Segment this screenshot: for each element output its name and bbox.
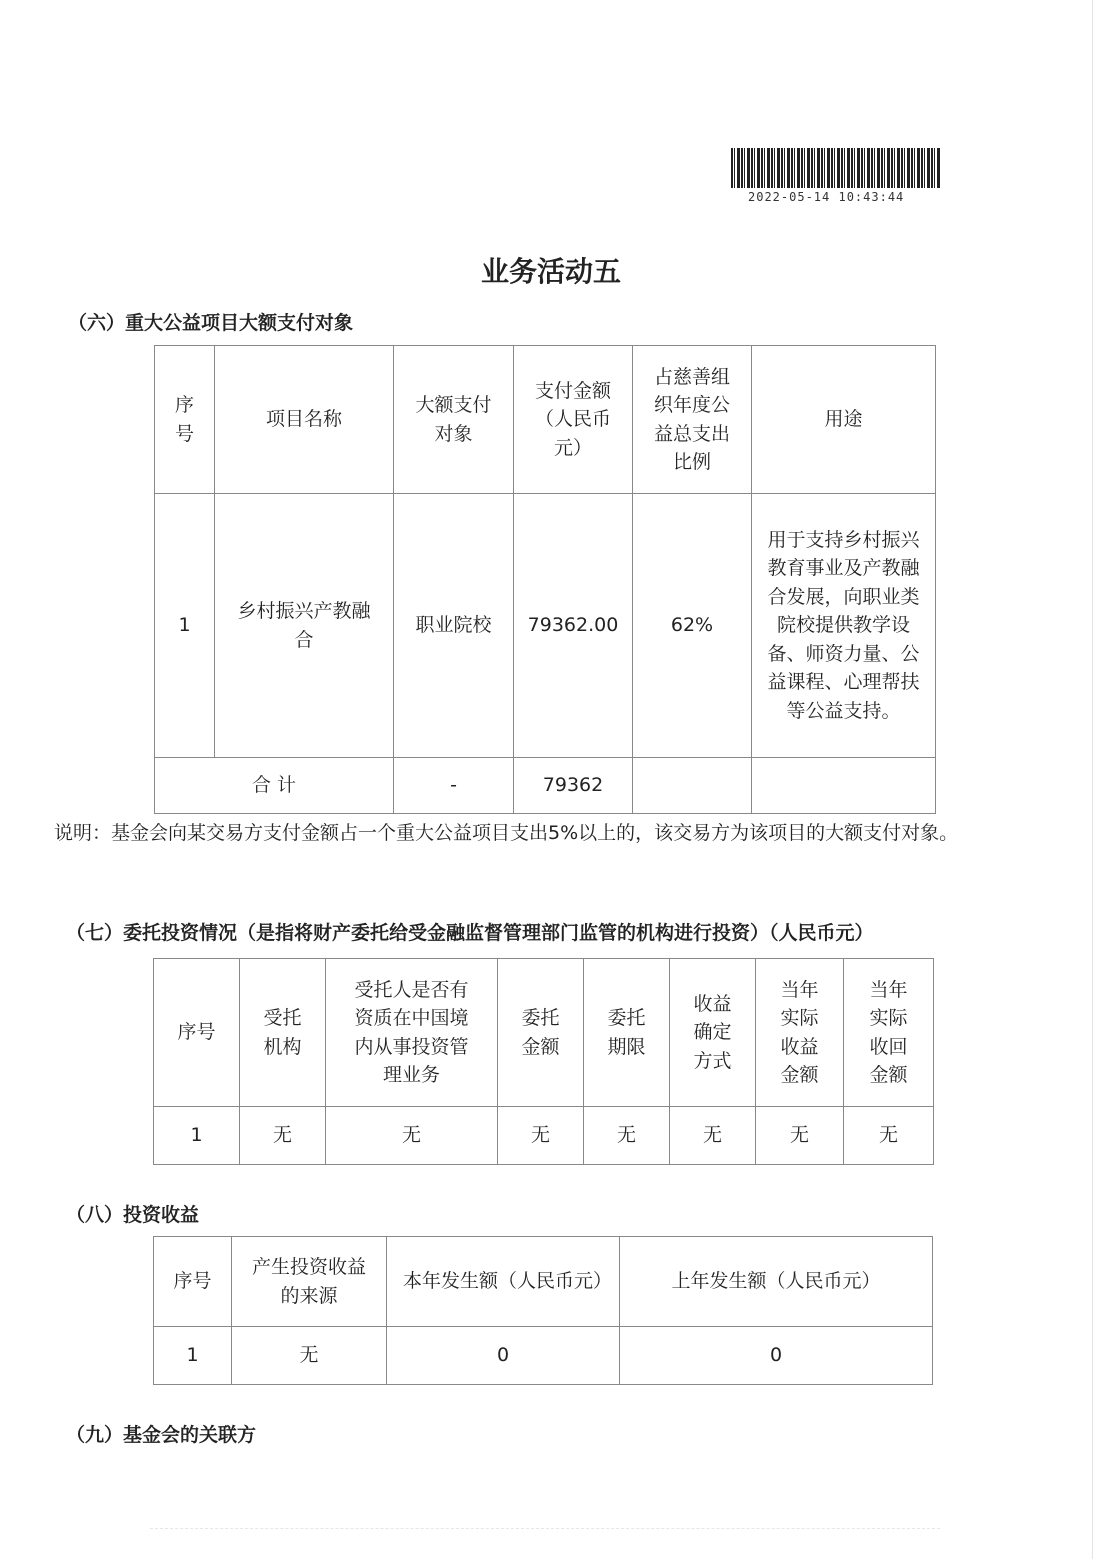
entrusted-investment-table	[153, 958, 934, 1165]
table-row	[155, 494, 936, 758]
header-actual-income: 当年实际收益金额	[756, 959, 844, 1107]
cell-index: 1	[154, 1327, 232, 1385]
explanation-note: 说明：基金会向某交易方支付金额占一个重大公益项目支出5%以上的，该交易方为该项目的大额支付对象。	[54, 822, 959, 844]
header-income-method: 收益确定方式	[670, 959, 756, 1107]
header-income-source: 产生投资收益的来源	[232, 1237, 387, 1327]
barcode-image	[731, 148, 941, 188]
table-header-row	[154, 1237, 933, 1327]
section-7-heading: （七）委托投资情况（是指将财产委托给受金融监督管理部门监管的机构进行投资）（人民币元）	[66, 922, 874, 944]
cell-index: 1	[154, 1107, 240, 1165]
cell-payee: 职业院校	[394, 494, 514, 758]
header-index: 序号	[154, 1237, 232, 1327]
cell-previous-year: 0	[620, 1327, 933, 1385]
cell-amount: 79362.00	[514, 494, 633, 758]
table-header-row	[154, 959, 934, 1107]
section-6-heading: （六）重大公益项目大额支付对象	[68, 312, 354, 334]
page-title: 业务活动五	[480, 255, 621, 288]
cell-actual-recovered: 无	[844, 1107, 934, 1165]
total-ratio	[633, 758, 752, 814]
header-entrusted-term: 委托期限	[584, 959, 670, 1107]
header-ratio: 占慈善组织年度公益总支出比例	[633, 346, 752, 494]
cell-actual-income: 无	[756, 1107, 844, 1165]
barcode-timestamp: 2022-05-14 10:43:44	[748, 190, 905, 204]
cell-project-name: 乡村振兴产教融合	[215, 494, 394, 758]
header-current-year: 本年发生额（人民币元）	[387, 1237, 620, 1327]
major-project-payee-table	[154, 345, 936, 814]
total-row	[155, 758, 936, 814]
total-payee: -	[394, 758, 514, 814]
cell-usage: 用于支持乡村振兴教育事业及产教融合发展，向职业类院校提供教学设备、师资力量、公益课程、心理帮扶等公益支持。	[752, 494, 936, 758]
cell-income-method: 无	[670, 1107, 756, 1165]
cell-trustee: 无	[240, 1107, 326, 1165]
total-usage	[752, 758, 936, 814]
investment-income-table	[153, 1236, 933, 1385]
header-actual-recovered: 当年实际收回金额	[844, 959, 934, 1107]
header-entrusted-amount: 委托金额	[498, 959, 584, 1107]
table-row	[154, 1327, 933, 1385]
page-bottom-rule	[150, 1528, 940, 1530]
scan-edge-line	[1092, 0, 1093, 1559]
header-project-name: 项目名称	[215, 346, 394, 494]
cell-entrusted-term: 无	[584, 1107, 670, 1165]
section-9-heading: （九）基金会的关联方	[66, 1424, 257, 1446]
header-trustee: 受托机构	[240, 959, 326, 1107]
header-index: 序号	[154, 959, 240, 1107]
total-amount: 79362	[514, 758, 633, 814]
header-payee: 大额支付对象	[394, 346, 514, 494]
cell-ratio: 62%	[633, 494, 752, 758]
cell-index: 1	[155, 494, 215, 758]
section-8-heading: （八）投资收益	[66, 1204, 200, 1226]
header-usage: 用途	[752, 346, 936, 494]
cell-income-source: 无	[232, 1327, 387, 1385]
table-header-row	[155, 346, 936, 494]
total-label: 合 计	[155, 758, 394, 814]
header-amount: 支付金额（人民币元）	[514, 346, 633, 494]
cell-current-year: 0	[387, 1327, 620, 1385]
header-qualification: 受托人是否有资质在中国境内从事投资管理业务	[326, 959, 498, 1107]
header-previous-year: 上年发生额（人民币元）	[620, 1237, 933, 1327]
cell-qualification: 无	[326, 1107, 498, 1165]
header-index: 序号	[155, 346, 215, 494]
table-row	[154, 1107, 934, 1165]
cell-entrusted-amount: 无	[498, 1107, 584, 1165]
